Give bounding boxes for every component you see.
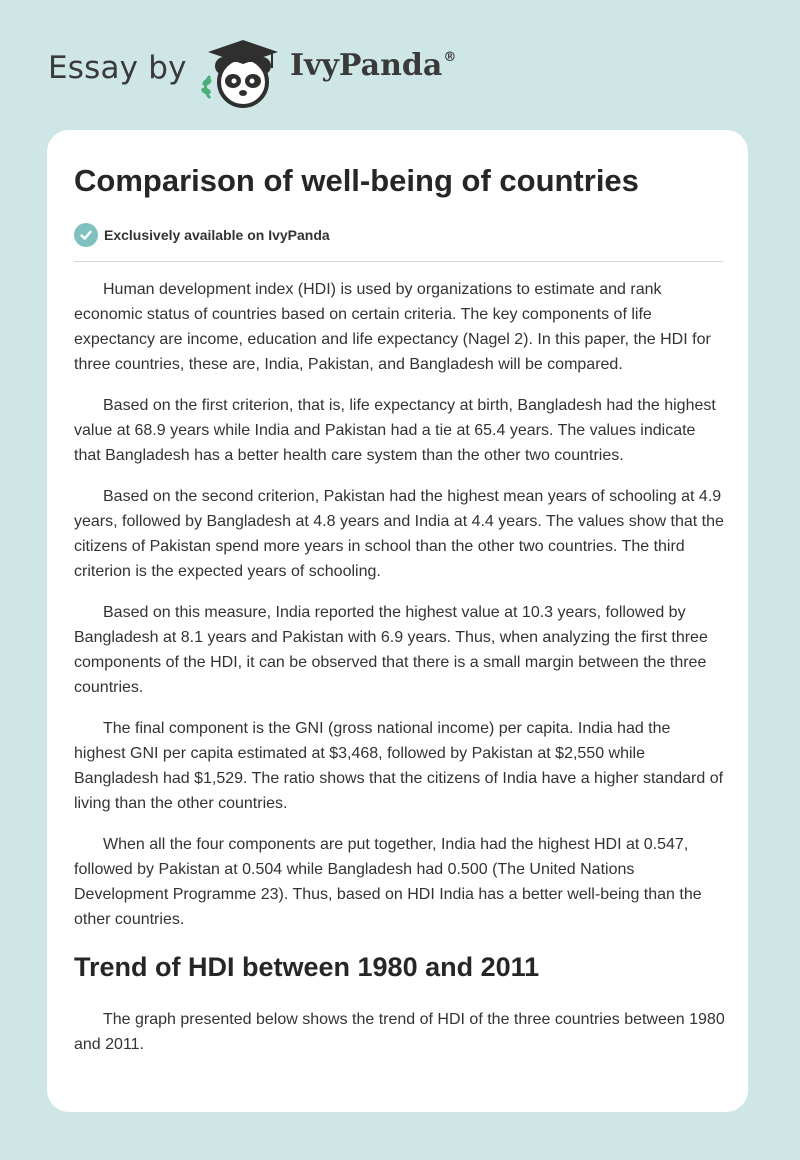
paragraph: Human development index (HDI) is used by organizations to estimate and rank economic status of countries based on certain criteria. The key components of life expectancy are income, education and life expectancy (Nagel 2). In this paper, the HDI for three countries, these are, India, Pakistan, and Bangladesh will be compared.	[74, 281, 711, 373]
divider	[74, 261, 723, 262]
article-title: Comparison of well-being of countries	[74, 163, 639, 198]
paragraph: Based on the first criterion, that is, life expectancy at birth, Bangladesh had the highest value at 68.9 years while India and Pakistan had a tie at 65.4 years. The values indicate that Bangladesh has a better health care system than the other two countries.	[74, 397, 716, 464]
article-card	[47, 130, 748, 1112]
brand-prefix: Essay by	[48, 50, 187, 86]
paragraph: The final component is the GNI (gross national income) per capita. India had the highest GNI per capita estimated at $3,468, followed by Pakistan at $2,550 while Bangladesh had $1,529. The ratio shows that the citizens of India have a higher standard of living than the other countries.	[74, 720, 724, 812]
paragraph: Based on the second criterion, Pakistan had the highest mean years of schooling at 4.9 years, followed by Bangladesh at 4.8 years and India at 4.4 years. The values show that the citizens of Pakistan spend more years in school than the other two countries. The third criterion is the expected years of schooling.	[74, 488, 724, 580]
site-header	[0, 0, 800, 130]
registered-mark: ®	[443, 50, 457, 65]
check-circle-icon	[74, 223, 98, 247]
paragraph: When all the four components are put together, India had the highest HDI at 0.547, followed by Pakistan at 0.504 while Bangladesh had 0.500 (The United Nations Development Programme 23). Thus, based on HDI India has a better well-being than the other countries.	[74, 836, 702, 928]
exclusive-badge	[74, 222, 330, 248]
article-body	[74, 277, 725, 1073]
section-heading: Trend of HDI between 1980 and 2011	[74, 952, 540, 982]
paragraph: Based on this measure, India reported the highest value at 10.3 years, followed by Bangladesh at 8.1 years and Pakistan with 6.9 years. Thus, when analyzing the first three components of the HDI, it can be observed that there is a small margin between the three countries.	[74, 604, 708, 696]
badge-label: Exclusively available on IvyPanda	[104, 227, 330, 243]
brand-name[interactable]: IvyPanda®	[290, 48, 457, 83]
panda-logo-icon[interactable]	[200, 36, 282, 110]
paragraph: The graph presented below shows the trend of HDI of the three countries between 1980 and 2011.	[74, 1011, 725, 1053]
